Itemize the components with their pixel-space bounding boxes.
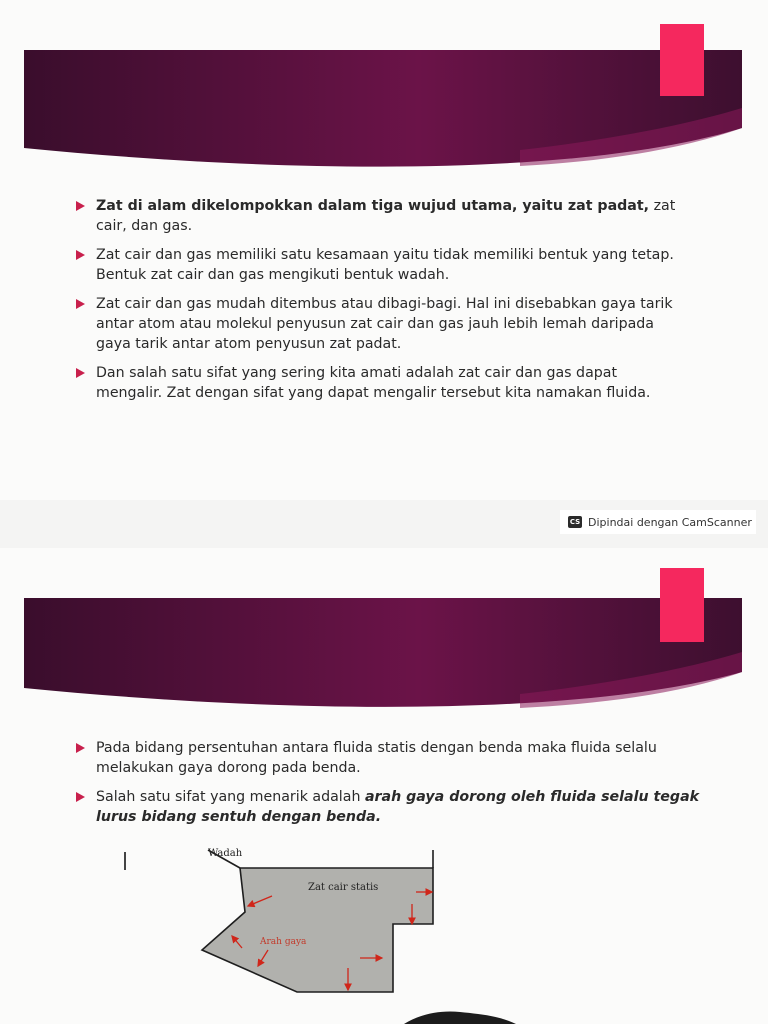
bullet-item [76, 245, 680, 285]
scanner-badge [560, 510, 756, 534]
scan-edge-mark [124, 852, 126, 870]
bullet-text: Zat cair dan gas mudah ditembus atau dibagi-bagi. Hal ini disebabkan gaya tarik antar atom atau molekul penyusun zat cair dan gas jauh lebih lemah daripada gaya tarik antar atom penyusun zat padat. [96, 296, 673, 352]
fluid-label: Zat cair statis [308, 882, 379, 893]
bullet-arrow-icon [76, 250, 85, 260]
bullet-text: Dan salah satu sifat yang sering kita amati adalah zat cair dan gas dapat mengalir. Zat dengan sifat yang dapat mengalir tersebut kita namakan fluida. [96, 365, 651, 401]
bullet-arrow-icon [76, 201, 85, 211]
bullet-bold-text: Zat di alam dikelompokkan dalam tiga wujud utama, yaitu zat padat, [96, 198, 650, 214]
dark-scribble-mark [400, 1008, 520, 1024]
slide-banner [0, 0, 768, 200]
fluid-pressure-diagram [190, 840, 450, 1000]
bullet-arrow-icon [76, 743, 85, 753]
accent-tab [660, 24, 704, 96]
bullet-arrow-icon [76, 299, 85, 309]
bullet-arrow-icon [76, 368, 85, 378]
camscanner-icon: CS [569, 518, 581, 526]
bullet-item [76, 787, 736, 827]
slide-banner [0, 548, 768, 748]
bullet-arrow-icon [76, 792, 85, 802]
container-label: Wadah [208, 848, 243, 859]
accent-tab [660, 568, 704, 642]
slide-1 [0, 0, 768, 500]
bullet-list [76, 738, 736, 836]
scanner-label: Dipindai dengan CamScanner [588, 515, 752, 529]
force-label: Arah gaya [260, 937, 307, 947]
bullet-text: Pada bidang persentuhan antara fluida statis dengan benda maka fluida selalu melakukan gaya dorong pada benda. [96, 740, 657, 776]
bullet-text: Zat cair dan gas memiliki satu kesamaan yaitu tidak memiliki bentuk yang tetap. Bentuk zat cair dan gas mengikuti bentuk wadah. [96, 247, 674, 283]
bullet-text: Salah satu sifat yang menarik adalah [96, 789, 365, 805]
bullet-item [76, 738, 736, 778]
bullet-item [76, 363, 680, 403]
bullet-text: zat cair, dan gas. [96, 198, 676, 234]
bullet-item [76, 294, 680, 354]
bullet-item [76, 196, 680, 236]
bullet-list [76, 196, 680, 412]
bullet-emphasis-text: arah gaya dorong oleh fluida selalu tegak lurus bidang sentuh dengan benda. [96, 789, 700, 825]
